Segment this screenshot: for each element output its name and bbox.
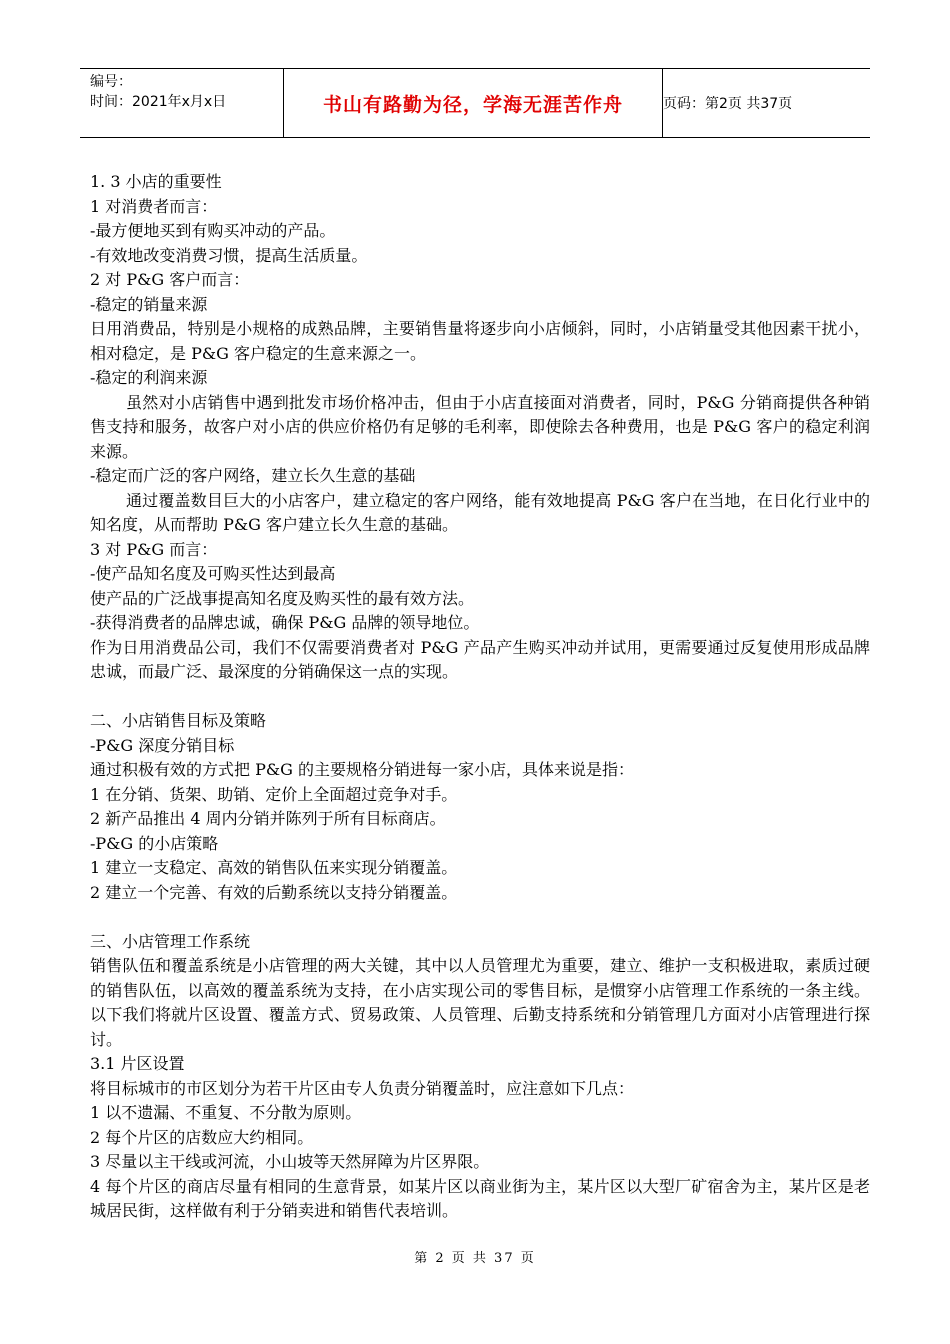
text-line: -最方便地买到有购买冲动的产品。 <box>90 221 336 240</box>
text-line: -P&G 的小店策略 <box>90 833 219 853</box>
text-line: 2 新产品推出 4 周内分销并陈列于所有目标商店。 <box>90 809 446 828</box>
text-line: -使产品知名度及可购买性达到最高 <box>90 564 336 583</box>
spacer <box>90 905 870 930</box>
text-line: -获得消费者的品牌忠诚，确保 P&G 品牌的领导地位。 <box>90 613 480 632</box>
text-line: 1 以不遗漏、不重复、不分散为原则。 <box>90 1103 362 1122</box>
paragraph: 虽然对小店销售中遇到批发市场价格冲击，但由于小店直接面对消费者，同时，P&G 分销商提供各种销售支持和服务，故客户对小店的供应价格仍有足够的毛利率，即使除去各种费用，也是 P&G 客户的稳定利润来源。 <box>90 392 870 461</box>
text-line: 2 每个片区的店数应大约相同。 <box>90 1127 314 1147</box>
text-line: 3 对 P&G 而言： <box>90 539 218 559</box>
header-page-info <box>663 69 870 137</box>
text-line: 使产品的广泛战事提高知名度及购买性的最有效方法。 <box>90 588 475 608</box>
text-line: 2 对 P&G 客户而言： <box>90 270 250 289</box>
text-line: 3 尽量以主干线或河流，小山坡等天然屏障为片区界限。 <box>90 1152 490 1171</box>
document-body <box>90 170 870 1224</box>
text-line: -稳定的销量来源 <box>90 294 208 314</box>
text-line: 将目标城市的市区划分为若干片区由专人负责分销覆盖时，应注意如下几点： <box>90 1078 635 1098</box>
text-line: -稳定而广泛的客户网络，建立长久生意的基础 <box>90 466 416 485</box>
page-footer: 第 2 页 共 37 页 <box>414 1251 536 1266</box>
text-line: 1 建立一支稳定、高效的销售队伍来实现分销覆盖。 <box>90 858 458 877</box>
subsection-heading: 3.1 片区设置 <box>90 1054 185 1073</box>
section-heading: 三、小店管理工作系统 <box>90 931 251 951</box>
number-label: 编号： <box>90 74 132 90</box>
paragraph: 日用消费品，特别是小规格的成熟品牌，主要销售量将逐步向小店倾斜，同时，小店销量受其他因素干扰小，相对稳定，是 P&G 客户稳定的生意来源之一。 <box>90 319 870 363</box>
text-line: -稳定的利润来源 <box>90 368 208 387</box>
text-line: -P&G 深度分销目标 <box>90 735 235 755</box>
text-line: 通过积极有效的方式把 P&G 的主要规格分销进每一家小店，具体来说是指： <box>90 760 634 779</box>
motto-text: 书山有路勤为径，学海无涯苦作舟 <box>322 93 623 116</box>
page-header <box>80 68 870 138</box>
spacer <box>90 685 870 710</box>
header-meta <box>80 69 283 137</box>
paragraph: 作为日用消费品公司，我们不仅需要消费者对 P&G 产品产生购买冲动并试用，更需要通过反复使用形成品牌忠诚，而最广泛、最深度的分销确保这一点的实现。 <box>90 637 870 681</box>
paragraph: 销售队伍和覆盖系统是小店管理的两大关键，其中以人员管理尤为重要，建立、维护一支积极进取，素质过硬的销售队伍，以高效的覆盖系统为支持，在小店实现公司的零售目标，是惯穿小店管理工作系统的一条主线。以下我们将就片区设置、覆盖方式、贸易政策、人员管理、后勤支持系统和分销管理几方面对小店管理进行探讨。 <box>90 956 870 1049</box>
page-info-text: 页码：第2页 共37页 <box>663 96 793 112</box>
header-motto-cell <box>283 69 663 137</box>
text-line: 1 对消费者而言： <box>90 196 218 216</box>
text-line: 2 建立一个完善、有效的后勤系统以支持分销覆盖。 <box>90 882 458 902</box>
paragraph: 通过覆盖数目巨大的小店客户，建立稳定的客户网络，能有效地提高 P&G 客户在当地，在日化行业中的知名度，从而帮助 P&G 客户建立长久生意的基础。 <box>90 490 870 534</box>
section-heading: 1. 3 小店的重要性 <box>90 172 222 191</box>
section-heading: 二、小店销售目标及策略 <box>90 711 267 730</box>
paragraph: 4 每个片区的商店尽量有相同的生意背景，如某片区以商业街为主，某片区以大型厂矿宿舍为主，某片区是老城居民街，这样做有利于分销卖进和销售代表培训。 <box>90 1176 870 1220</box>
text-line: -有效地改变消费习惯，提高生活质量。 <box>90 245 368 265</box>
text-line: 1 在分销、货架、助销、定价上全面超过竞争对手。 <box>90 784 458 804</box>
date-label: 时间：2021年x月x日 <box>90 94 227 110</box>
